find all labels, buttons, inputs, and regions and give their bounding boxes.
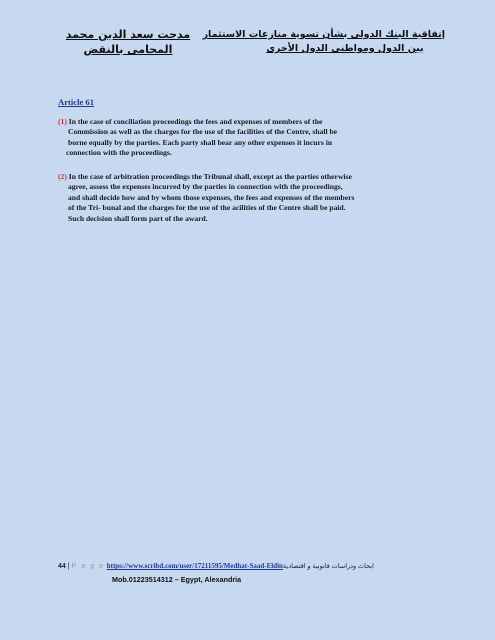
paragraph-2-line-2: agree, assess the expenses incurred by the parties in connection with the proceedings, xyxy=(68,182,343,192)
paragraph-1-line-3: borne equally by the parties. Each party shall bear any other expenses it incurs in xyxy=(68,137,333,147)
footer-arabic-text: ابحاث ودراسات قانونية و اقتصادية xyxy=(282,563,374,570)
paragraph-2-line-4: of the Tri- bunal and the charges for the use of the acilities of the Centre shall be paid. xyxy=(68,203,346,213)
footer-scribd-link[interactable]: https://www.scribd.com/user/17211595/Medhat-Saad-Eldin xyxy=(106,562,283,570)
header-author-title: المحامى بالنقض xyxy=(83,43,173,56)
paragraph-1-line-4: connection with the proceedings. xyxy=(66,148,172,158)
header-title-arabic xyxy=(202,28,445,56)
footer-page-number: 44 xyxy=(58,563,66,570)
header-author-arabic xyxy=(58,27,198,57)
paragraph-2-line-1 xyxy=(58,172,433,182)
paragraph-1-line-1-text: In the case of conciliation proceedings the fees and expenses of members of the xyxy=(66,117,323,126)
footer-line xyxy=(58,562,374,570)
paragraph-2-line-1-text: In the case of arbitration proceedings the Tribunal shall, except as the parties otherwise xyxy=(66,172,352,181)
paragraph-2-number: (2) xyxy=(58,172,67,181)
footer-mobile: Mob.01223514312 – Egypt, Alexandria xyxy=(112,575,242,584)
header-title-line2: بين الدول ومواطنى الدول الأخرى xyxy=(266,43,424,54)
footer-separator: | xyxy=(65,563,72,570)
paragraph-1-line-1 xyxy=(58,117,433,127)
article-heading: Article 61 xyxy=(58,97,95,107)
paragraph-2 xyxy=(58,172,433,224)
paragraph-2-line-5: Such decision shall form part of the award. xyxy=(68,213,208,223)
paragraph-1-number: (1) xyxy=(58,117,67,126)
header-title-line1: إتفاقية البنك الدولى بشأن تسوية منازعات الاستثمار xyxy=(202,29,445,40)
header-author-name: مدحت سعد الدين محمد xyxy=(65,28,191,41)
paragraph-1-line-2: Commission as well as the charges for the use of the facilities of the Centre, shall be xyxy=(68,127,338,137)
paragraph-2-line-3: and shall decide how and by whom those expenses, the fees and expenses of the members xyxy=(68,192,355,202)
footer-page-word: P a g e xyxy=(71,563,105,570)
paragraph-1 xyxy=(58,117,433,159)
